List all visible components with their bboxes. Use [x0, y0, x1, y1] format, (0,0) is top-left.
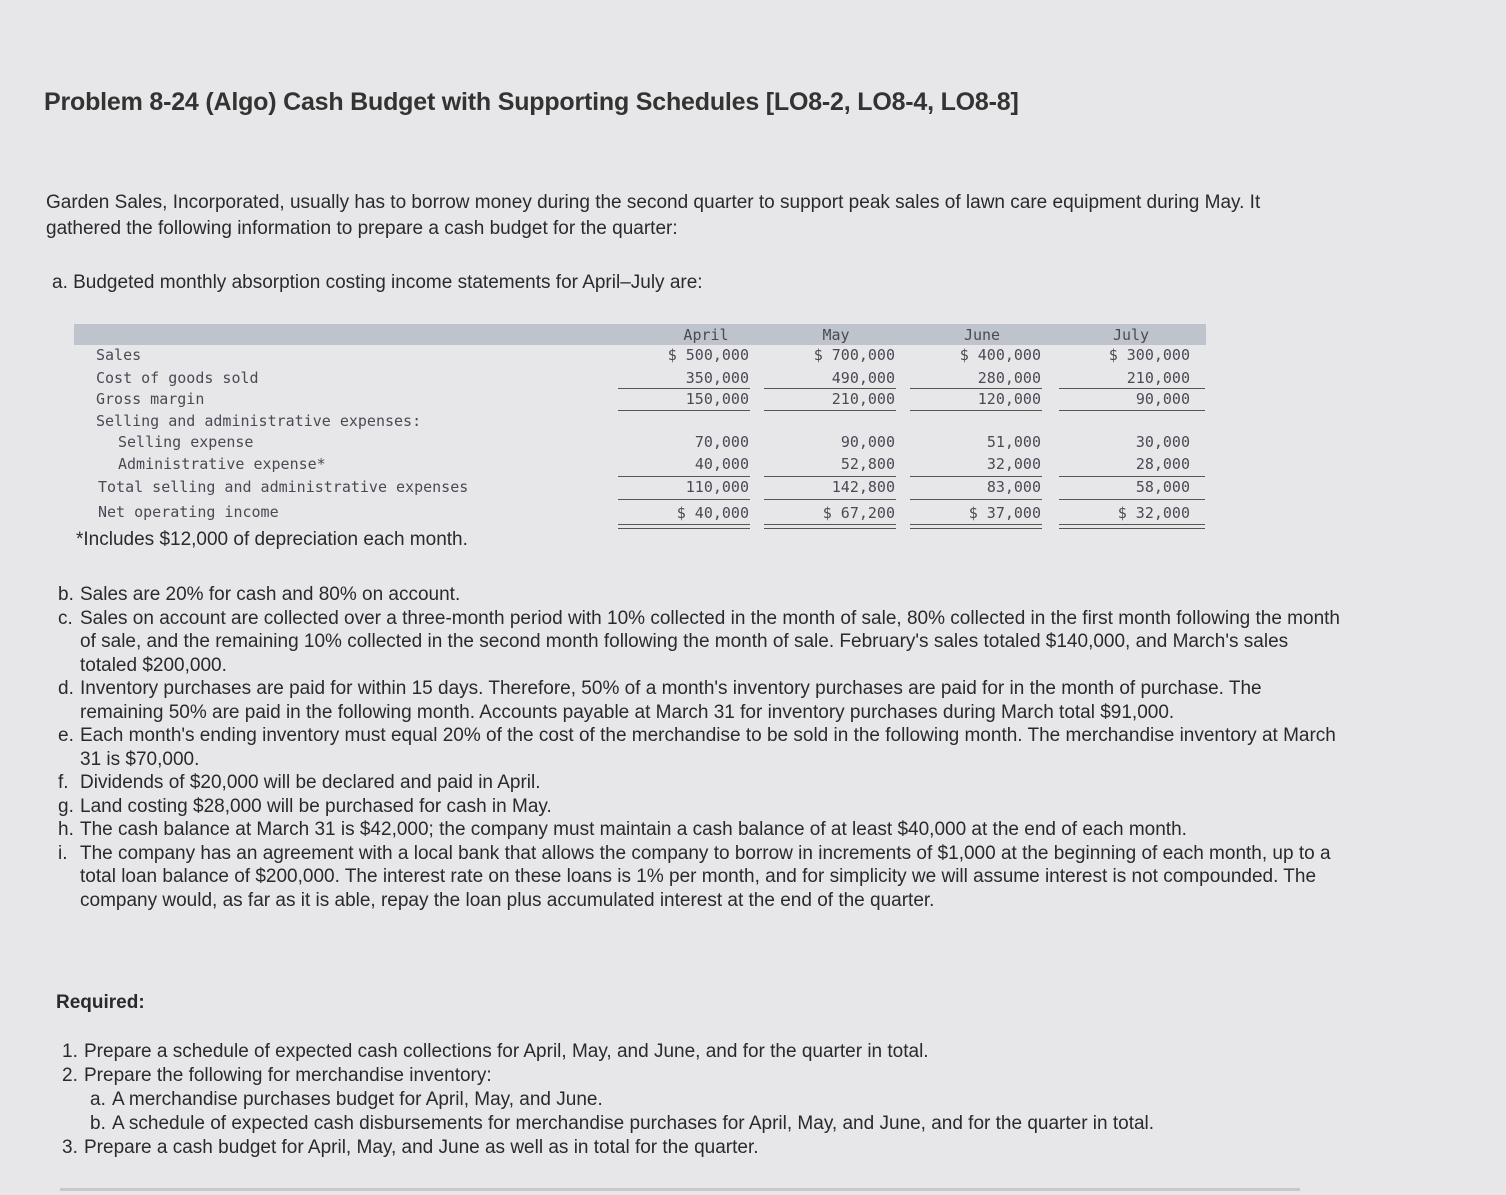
cell-total-sga-june: 83,000: [986, 478, 1041, 496]
cell-cogs-july: 210,000: [1126, 369, 1190, 387]
info-list: [58, 583, 1348, 912]
col-header-april: April: [683, 326, 729, 344]
cell-cogs-may: 490,000: [831, 369, 895, 387]
rule-gross-july: [1059, 410, 1205, 411]
list-text: Sales on account are collected over a three-month period with 10% collected in the month of sale, 80% collected in the first month following the month of sale, and the remaining 10% collected in the second month following the month of sale. February's sales totaled $140,000, and March's sales totaled $200,000.: [80, 607, 1340, 676]
required-number: 1.: [62, 1041, 78, 1062]
row-label-selling: Selling expense: [118, 433, 254, 451]
col-header-july: July: [1112, 326, 1150, 344]
cell-admin-july: 28,000: [1135, 455, 1190, 473]
rule-admin-may: [764, 476, 896, 477]
rule-cogs-june: [910, 388, 1042, 389]
intro-paragraph: Garden Sales, Incorporated, usually has to borrow money during the second quarter to support peak sales of lawn care equipment during May. It gathered the following information to prepare a cash budget for the quarter:: [46, 192, 1261, 239]
list-text: Inventory purchases are paid for within 15 days. Therefore, 50% of a month's inventory purchases are paid for in the month of purchase. The remaining 50% are paid in the following month. Accounts payable at March 31 for inventory purchases during March total $91,000.: [80, 678, 1262, 723]
required-letter: a.: [90, 1089, 106, 1110]
list-item: [58, 842, 1348, 913]
list-item: [58, 818, 1348, 842]
cell-selling-july: 30,000: [1135, 433, 1190, 451]
rule-cogs-april: [618, 388, 750, 389]
cell-total-sga-july: 58,000: [1135, 478, 1190, 496]
rule-gross-may: [764, 410, 896, 411]
required-text: A merchandise purchases budget for April, May, and June.: [112, 1089, 603, 1110]
cell-selling-april: 70,000: [694, 433, 749, 451]
rule-admin-june: [910, 476, 1042, 477]
required-text: Prepare the following for merchandise inventory:: [84, 1065, 492, 1086]
required-number: 2.: [62, 1065, 78, 1086]
required-text: Prepare a cash budget for April, May, and June as well as in total for the quarter.: [84, 1137, 759, 1158]
row-label-total-sga: Total selling and administrative expenses: [98, 478, 469, 496]
required-text: A schedule of expected cash disbursements for merchandise purchases for April, May, and June, and for the quarter in total.: [112, 1113, 1155, 1134]
list-text: Each month's ending inventory must equal 20% of the cost of the merchandise to be sold in the following month. The merchandise inventory at March 31 is $70,000.: [80, 725, 1336, 770]
required-number: 3.: [62, 1137, 78, 1158]
table-footnote: *Includes $12,000 of depreciation each month.: [76, 529, 468, 550]
cell-admin-april: 40,000: [694, 455, 749, 473]
row-label-admin: Administrative expense*: [118, 455, 326, 473]
cell-gross-april: 150,000: [685, 390, 749, 408]
bottom-divider: [60, 1188, 1300, 1191]
rule-admin-july: [1059, 476, 1205, 477]
cell-gross-june: 120,000: [977, 390, 1041, 408]
income-statement-table: [74, 322, 1206, 532]
list-letter: c.: [58, 607, 73, 629]
cell-sales-july: $ 300,000: [1108, 346, 1190, 364]
problem-title: Problem 8-24 (Algo) Cash Budget with Supporting Schedules [LO8-2, LO8-4, LO8-8]: [44, 88, 1019, 116]
part-a-text: a. Budgeted monthly absorption costing income statements for April–July are:: [52, 272, 703, 293]
list-letter: f.: [58, 772, 69, 793]
required-text: Prepare a schedule of expected cash collections for April, May, and June, and for the quarter in total.: [84, 1041, 929, 1062]
list-item: [58, 771, 1348, 795]
rule-total-june: [910, 499, 1042, 500]
list-letter: b.: [58, 584, 74, 605]
list-text: The company has an agreement with a local bank that allows the company to borrow in increments of $1,000 at the beginning of each month, up to a total loan balance of $200,000. The interest rate on these loans is 1% per month, and for simplicity we will assume interest is not compounded. The company would, as far as it is able, repay the loan plus accumulated interest at the end of the quarter.: [80, 842, 1331, 911]
double-rule-noi-june: [910, 524, 1042, 529]
rule-gross-april: [618, 410, 750, 411]
list-item: [58, 583, 1348, 607]
cell-cogs-june: 280,000: [977, 369, 1041, 387]
row-label-sales: Sales: [96, 346, 142, 364]
required-subitem: [62, 1088, 1322, 1112]
cell-noi-june: $ 37,000: [968, 504, 1041, 522]
required-subitem: [62, 1112, 1322, 1136]
cell-total-sga-may: 142,800: [831, 478, 895, 496]
required-letter: b.: [90, 1113, 106, 1134]
list-letter: e.: [58, 725, 74, 746]
list-letter: h.: [58, 819, 74, 840]
cell-sales-may: $ 700,000: [813, 346, 895, 364]
required-item: [62, 1040, 1322, 1064]
required-item: [62, 1064, 1322, 1088]
required-list: [62, 1040, 1322, 1160]
cell-admin-may: 52,800: [840, 455, 895, 473]
rule-total-july: [1059, 499, 1205, 500]
required-item: [62, 1136, 1322, 1160]
double-rule-noi-july: [1059, 524, 1205, 529]
row-label-noi: Net operating income: [98, 503, 279, 521]
list-letter: d.: [58, 678, 74, 699]
double-rule-noi-may: [764, 524, 896, 529]
list-item: [58, 724, 1348, 771]
cell-gross-may: 210,000: [831, 390, 895, 408]
list-text: Dividends of $20,000 will be declared and paid in April.: [80, 772, 541, 793]
list-item: [58, 677, 1348, 724]
list-item: [58, 607, 1348, 678]
cell-noi-april: $ 40,000: [676, 504, 749, 522]
cell-noi-july: $ 32,000: [1117, 504, 1190, 522]
rule-cogs-may: [764, 388, 896, 389]
cell-cogs-april: 350,000: [685, 369, 749, 387]
double-rule-noi-april: [618, 524, 750, 529]
row-label-gross-margin: Gross margin: [96, 390, 205, 408]
cell-gross-july: 90,000: [1135, 390, 1190, 408]
cell-admin-june: 32,000: [986, 455, 1041, 473]
row-label-sga-heading: Selling and administrative expenses:: [96, 412, 422, 430]
list-letter: i.: [58, 842, 68, 864]
list-text: Land costing $28,000 will be purchased for cash in May.: [80, 795, 552, 817]
rule-total-april: [618, 499, 750, 500]
rule-cogs-july: [1059, 388, 1205, 389]
cell-total-sga-april: 110,000: [685, 478, 749, 496]
list-text: The cash balance at March 31 is $42,000; the company must maintain a cash balance of at least $40,000 at the end of each month.: [80, 819, 1187, 840]
rule-gross-june: [910, 410, 1042, 411]
rule-admin-april: [618, 476, 750, 477]
cell-selling-june: 51,000: [986, 433, 1041, 451]
col-header-may: May: [822, 326, 850, 344]
list-text: Sales are 20% for cash and 80% on account.: [80, 584, 461, 605]
required-heading: Required:: [56, 992, 145, 1013]
list-letter: g.: [58, 795, 74, 817]
col-header-june: June: [963, 326, 1001, 344]
cell-sales-april: $ 500,000: [667, 346, 749, 364]
cell-sales-june: $ 400,000: [959, 346, 1041, 364]
cell-noi-may: $ 67,200: [822, 504, 895, 522]
rule-total-may: [764, 499, 896, 500]
list-item: [58, 795, 1348, 819]
row-label-cogs: Cost of goods sold: [96, 369, 259, 387]
cell-selling-may: 90,000: [840, 433, 895, 451]
